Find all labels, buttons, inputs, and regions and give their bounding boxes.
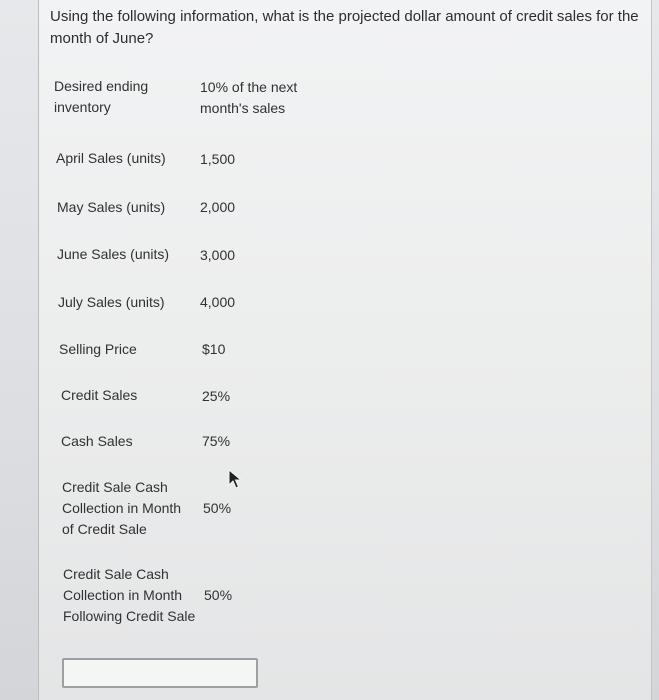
label-may-sales: May Sales (units) bbox=[57, 199, 166, 215]
question-text bbox=[50, 6, 650, 50]
label-collection-month-of-sale bbox=[62, 477, 181, 540]
value-line: 10% of the next bbox=[200, 79, 298, 95]
value-collection-month-of-sale: 50% bbox=[203, 500, 232, 516]
label-line: Following Credit Sale bbox=[63, 608, 196, 624]
label-june-sales: June Sales (units) bbox=[57, 246, 170, 262]
value-july-sales: 4,000 bbox=[200, 294, 236, 310]
label-selling-price: Selling Price bbox=[59, 341, 137, 357]
label-line: inventory bbox=[54, 99, 111, 115]
label-credit-sales: Credit Sales bbox=[61, 387, 138, 403]
question-line-1: Using the following information, what is the projected dollar amount of credit sales for the bbox=[50, 8, 639, 25]
value-may-sales: 2,000 bbox=[200, 199, 236, 215]
value-credit-sales: 25% bbox=[202, 388, 231, 404]
answer-input[interactable] bbox=[62, 658, 258, 688]
label-july-sales: July Sales (units) bbox=[58, 294, 165, 310]
label-line: Collection in Month bbox=[62, 500, 182, 516]
label-cash-sales: Cash Sales bbox=[61, 433, 133, 449]
value-selling-price: $10 bbox=[202, 341, 226, 357]
value-line: month's sales bbox=[200, 100, 286, 116]
value-april-sales: 1,500 bbox=[200, 151, 236, 167]
label-line: Collection in Month bbox=[63, 587, 183, 603]
mouse-pointer-icon bbox=[226, 468, 244, 490]
label-line: Credit Sale Cash bbox=[62, 479, 168, 495]
label-april-sales: April Sales (units) bbox=[56, 150, 166, 166]
label-line: of Credit Sale bbox=[62, 521, 147, 537]
value-desired-ending-inventory bbox=[200, 77, 297, 119]
label-line: Credit Sale Cash bbox=[63, 566, 169, 582]
label-collection-following-month bbox=[63, 564, 195, 627]
question-line-2: month of June? bbox=[50, 30, 154, 47]
value-collection-following-month: 50% bbox=[204, 587, 233, 603]
value-june-sales: 3,000 bbox=[200, 247, 236, 263]
label-desired-ending-inventory bbox=[54, 76, 148, 118]
label-line: Desired ending bbox=[54, 78, 149, 94]
value-cash-sales: 75% bbox=[202, 433, 231, 449]
